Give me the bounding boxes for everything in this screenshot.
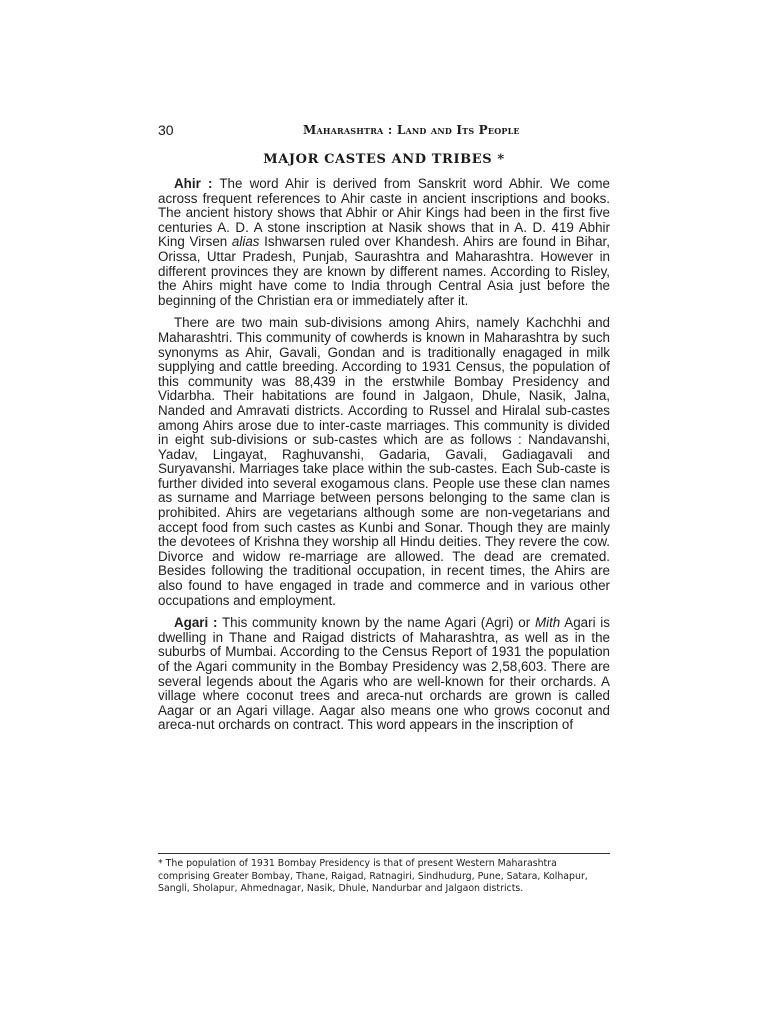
running-title: Maharashtra : Land and Its People [303,123,520,137]
paragraph-ahir [158,177,610,308]
term-ahir: Ahir : [174,176,213,191]
page-number: 30 [158,122,174,138]
paragraph-text: This community known by the name Agari (Agri) or [217,615,535,631]
paragraph-text-after: Agari is dwelling in Thane and Raigad districts of Maharashtra, as well as in the suburbs of Mumbai. According to the Census Report of 1931 the population of the Agari community in the Bombay Presidency was 2,58,603. There are several legends about the Agaris who are well-known for their orchards. A village where coconut trees and areca-nut orchards are grown is called Aagar or an Agari village. Aagar also means one who grows coconut and areca-nut orchards on contract. This word appears in the inscription of [158,615,610,733]
running-header [158,122,610,140]
paragraph-text: The word Ahir is derived from Sanskrit word Abhir. We come across frequent references to Ahir caste in ancient inscriptions and books. The ancient history shows that Abhir or Ahir Kings had been in the first five centuries A. D. A stone inscription at Nasik shows that in A. D. 419 Abhir King Virsen [158,176,610,250]
italic-word: Mith [534,615,561,631]
paragraph-agari [158,616,610,733]
body-text [158,177,610,741]
term-agari: Agari : [174,615,218,631]
paragraph-text-after: Ishwarsen ruled over Khandesh. Ahirs are found in Bihar, Orissa, Uttar Pradesh, Punjab, Saurashtra and Maharashtra. However in different provinces they are known by different names. According to Risley, the Ahirs might have come to India through Central Asia just before the beginning of the Christian era or immediately after it. [158,234,610,308]
paragraph-text: There are two main sub-divisions among Ahirs, namely Kachchhi and Maharashtri. This community of cowherds is known in Maharashtra by such synonyms as Ahir, Gavali, Gondan and is traditionally enagaged in milk supplying and cattle breeding. According to 1931 Census, the population of this community was 88,439 in the erstwhile Bombay Presidency and Vidarbha. Their habitations are found in Jalgaon, Dhule, Nasik, Jalna, Nanded and Amravati districts. According to Russel and Hiralal sub-castes among Ahirs arose due to inter-caste marriages. This community is divided in eight sub-divisions or sub-castes which are as follows : Nandavanshi, Yadav, Lingayat, Raghuvanshi, Gadaria, Gavali, Gadiagavali and Suryavanshi. Marriages take place within the sub-castes. Each Sub-caste is further divided into several exogamous clans. People use these clan names as surname and Marriage between persons belonging to the same clan is prohibited. Ahirs are vegetarians although some are non-vegetarians and accept food from such castes as Kunbi and Sonar. Though they are mainly the devotees of Krishna they worship all Hindu deities. They revere the cow. Divorce and widow re-marriage are allowed. The dead are cremated. Besides following the traditional occupation, in recent times, the Ahirs are also found to have engaged in trade and commerce and in various other occupations and employment. [158,315,610,608]
footnote: * The population of 1931 Bombay Presidency is that of present Western Maharashtra comprising Greater Bombay, Thane, Raigad, Ratnagiri, Sindhudurg, Pune, Satara, Kolhapur, Sangli, Sholapur, Ahmednagar, Nasik, Dhule, Nandurbar and Jalgaon districts. [158,858,588,895]
section-title: MAJOR CASTES AND TRIBES * [263,152,505,167]
footnote-divider [158,853,610,854]
paragraph-ahir-subdivisions [158,316,610,608]
italic-word: alias [231,234,260,250]
